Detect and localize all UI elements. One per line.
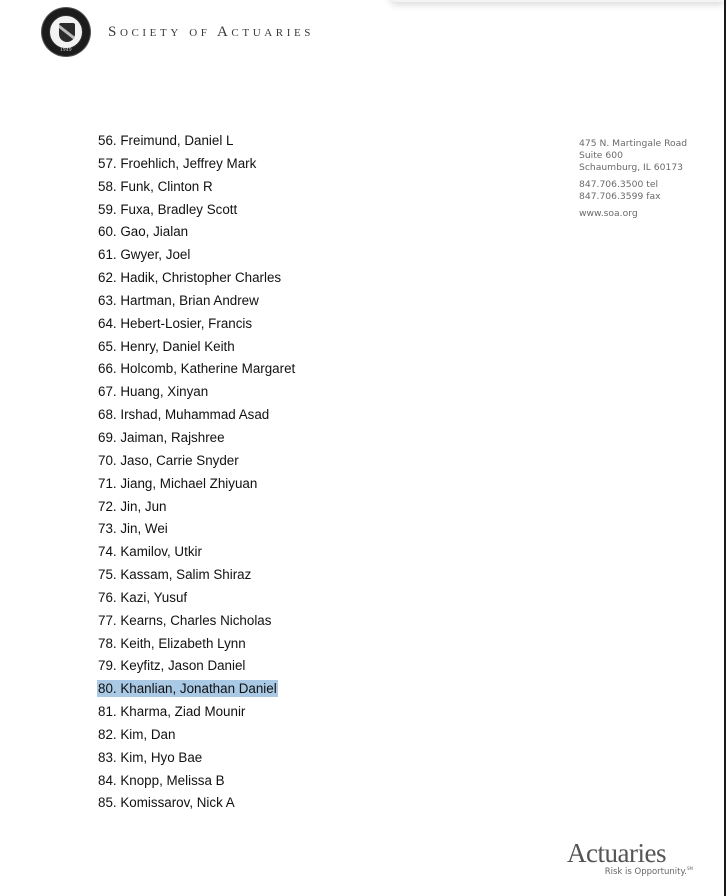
- shield-icon: [59, 23, 75, 42]
- item-number: 68.: [98, 407, 117, 423]
- list-item-text[interactable]: [97, 406, 270, 423]
- item-name: Keith, Elizabeth Lynn: [120, 635, 246, 651]
- item-name: Jin, Wei: [120, 521, 168, 537]
- list-item[interactable]: [97, 473, 296, 496]
- item-number: 82.: [98, 726, 117, 742]
- list-item-text[interactable]: [97, 383, 209, 400]
- item-name: Gao, Jialan: [120, 224, 189, 240]
- list-item[interactable]: [97, 770, 296, 793]
- list-item[interactable]: [97, 633, 296, 656]
- list-item-text[interactable]: [97, 520, 169, 537]
- item-name: Knopp, Melissa B: [120, 772, 225, 788]
- item-name: Funk, Clinton R: [120, 178, 213, 194]
- item-number: 83.: [98, 749, 117, 765]
- item-number: 85.: [98, 795, 117, 811]
- item-name: Kim, Dan: [120, 726, 176, 742]
- item-number: 81.: [98, 704, 117, 720]
- item-number: 74.: [98, 544, 117, 560]
- list-item-text[interactable]: [97, 269, 282, 286]
- item-name: Kazi, Yusuf: [120, 589, 188, 605]
- item-number: 78.: [98, 635, 117, 651]
- list-item-text[interactable]: [97, 429, 226, 446]
- actuaries-footer-logo: [567, 838, 697, 877]
- item-name: Hartman, Brian Andrew: [120, 292, 259, 308]
- item-number: 60.: [98, 224, 117, 240]
- list-item[interactable]: [97, 244, 296, 267]
- item-name: Khanlian, Jonathan Daniel: [120, 681, 277, 697]
- item-name: Hadik, Christopher Charles: [120, 270, 282, 286]
- list-item[interactable]: [97, 541, 296, 564]
- item-name: Jaso, Carrie Snyder: [120, 452, 239, 468]
- item-number: 79.: [98, 658, 117, 674]
- item-name: Hebert-Losier, Francis: [120, 315, 253, 331]
- list-item-text[interactable]: [97, 749, 203, 766]
- list-item[interactable]: [97, 587, 296, 610]
- list-item-text[interactable]: [97, 680, 278, 697]
- item-number: 75.: [98, 567, 117, 583]
- list-item-text[interactable]: [97, 498, 168, 515]
- item-number: 61.: [98, 247, 117, 263]
- seal-center: [49, 15, 83, 49]
- list-item[interactable]: [97, 655, 296, 678]
- list-item-text[interactable]: [97, 794, 236, 811]
- list-item[interactable]: [97, 336, 296, 359]
- list-item[interactable]: [97, 313, 296, 336]
- item-number: 67.: [98, 384, 117, 400]
- list-item-text[interactable]: [97, 612, 272, 629]
- list-item-text[interactable]: [97, 223, 189, 240]
- list-item[interactable]: [97, 792, 296, 815]
- list-item[interactable]: [97, 267, 296, 290]
- item-name: Kim, Hyo Bae: [120, 749, 203, 765]
- list-item-text[interactable]: [97, 338, 236, 355]
- item-name: Kharma, Ziad Mounir: [120, 704, 246, 720]
- list-item-text[interactable]: [97, 155, 257, 172]
- list-item-text[interactable]: [97, 726, 176, 743]
- list-item[interactable]: [97, 221, 296, 244]
- item-number: 66.: [98, 361, 117, 377]
- item-name: Huang, Xinyan: [120, 384, 209, 400]
- list-item-text[interactable]: [97, 178, 214, 195]
- item-number: 64.: [98, 315, 117, 331]
- name-list: [97, 130, 296, 815]
- list-item[interactable]: [97, 496, 296, 519]
- list-item[interactable]: [97, 564, 296, 587]
- item-number: 72.: [98, 498, 117, 514]
- list-item[interactable]: [97, 404, 296, 427]
- list-item[interactable]: [97, 747, 296, 770]
- list-item[interactable]: [97, 199, 296, 222]
- item-number: 69.: [98, 429, 117, 445]
- address-web: www.soa.org: [579, 208, 638, 219]
- letterhead: [42, 8, 314, 56]
- item-name: Henry, Daniel Keith: [120, 338, 235, 354]
- soa-seal-logo-icon: [42, 8, 90, 56]
- list-item-text[interactable]: [97, 543, 203, 560]
- service-mark: SM: [687, 866, 693, 871]
- list-item[interactable]: [97, 518, 296, 541]
- list-item[interactable]: [97, 290, 296, 313]
- tagline-text: Risk is Opportunity.: [604, 866, 687, 877]
- list-item[interactable]: [97, 130, 296, 153]
- list-item[interactable]: [97, 358, 296, 381]
- list-item-text[interactable]: [97, 703, 246, 720]
- address-suite: Suite 600: [579, 150, 623, 161]
- item-name: Fuxa, Bradley Scott: [120, 201, 238, 217]
- list-item-text[interactable]: [97, 589, 188, 606]
- item-number: 65.: [98, 338, 117, 354]
- overlay-shadow: [390, 0, 724, 2]
- item-number: 76.: [98, 589, 117, 605]
- item-number: 62.: [98, 270, 117, 286]
- list-item[interactable]: [97, 176, 296, 199]
- address-tel: 847.706.3500 tel: [579, 179, 659, 190]
- list-item-text[interactable]: [97, 657, 246, 674]
- item-number: 80.: [98, 681, 117, 697]
- list-item-text[interactable]: [97, 452, 240, 469]
- item-name: Keyfitz, Jason Daniel: [120, 658, 246, 674]
- item-number: 84.: [98, 772, 117, 788]
- list-item-text[interactable]: [97, 566, 252, 583]
- list-item-text[interactable]: [97, 360, 296, 377]
- item-name: Kearns, Charles Nicholas: [120, 612, 272, 628]
- list-item-text[interactable]: [97, 315, 253, 332]
- footer-brand: Actuaries: [567, 838, 666, 868]
- item-number: 57.: [98, 155, 117, 171]
- item-number: 63.: [98, 292, 117, 308]
- list-item-text[interactable]: [97, 772, 226, 789]
- address-block: [579, 138, 687, 220]
- item-name: Jin, Jun: [120, 498, 167, 514]
- list-item-text[interactable]: [97, 201, 238, 218]
- item-name: Gwyer, Joel: [120, 247, 191, 263]
- list-item[interactable]: [97, 427, 296, 450]
- item-number: 70.: [98, 452, 117, 468]
- item-number: 59.: [98, 201, 117, 217]
- seal-year: 1949: [60, 48, 72, 53]
- address-fax: 847.706.3599 fax: [579, 191, 661, 202]
- address-city: Schaumburg, IL 60173: [579, 162, 684, 173]
- item-name: Holcomb, Katherine Margaret: [120, 361, 296, 377]
- list-item[interactable]: [97, 450, 296, 473]
- list-item[interactable]: [97, 724, 296, 747]
- item-name: Jiang, Michael Zhiyuan: [120, 475, 258, 491]
- list-item-text[interactable]: [97, 132, 235, 149]
- item-number: 77.: [98, 612, 117, 628]
- item-name: Irshad, Muhammad Asad: [120, 407, 270, 423]
- list-item[interactable]: [97, 381, 296, 404]
- item-name: Kamilov, Utkir: [120, 544, 202, 560]
- list-item[interactable]: [97, 701, 296, 724]
- item-number: 56.: [98, 133, 117, 148]
- organization-name: Society of Actuaries: [108, 23, 315, 40]
- item-name: Kassam, Salim Shiraz: [120, 567, 252, 583]
- list-item-text[interactable]: [97, 635, 247, 652]
- item-number: 58.: [98, 178, 117, 194]
- item-number: 71.: [98, 475, 117, 491]
- address-street: 475 N. Martingale Road: [579, 138, 688, 149]
- list-item[interactable]: [97, 153, 296, 176]
- list-item-selected[interactable]: [97, 678, 296, 701]
- list-item-text[interactable]: [97, 292, 260, 309]
- item-name: Jaiman, Rajshree: [120, 429, 225, 445]
- list-item-text[interactable]: [97, 246, 191, 263]
- item-name: Freimund, Daniel L: [120, 133, 234, 148]
- item-number: 73.: [98, 521, 117, 537]
- item-name: Komissarov, Nick A: [120, 795, 235, 811]
- item-name: Froehlich, Jeffrey Mark: [120, 155, 257, 171]
- list-item[interactable]: [97, 610, 296, 633]
- list-item-text[interactable]: [97, 475, 258, 492]
